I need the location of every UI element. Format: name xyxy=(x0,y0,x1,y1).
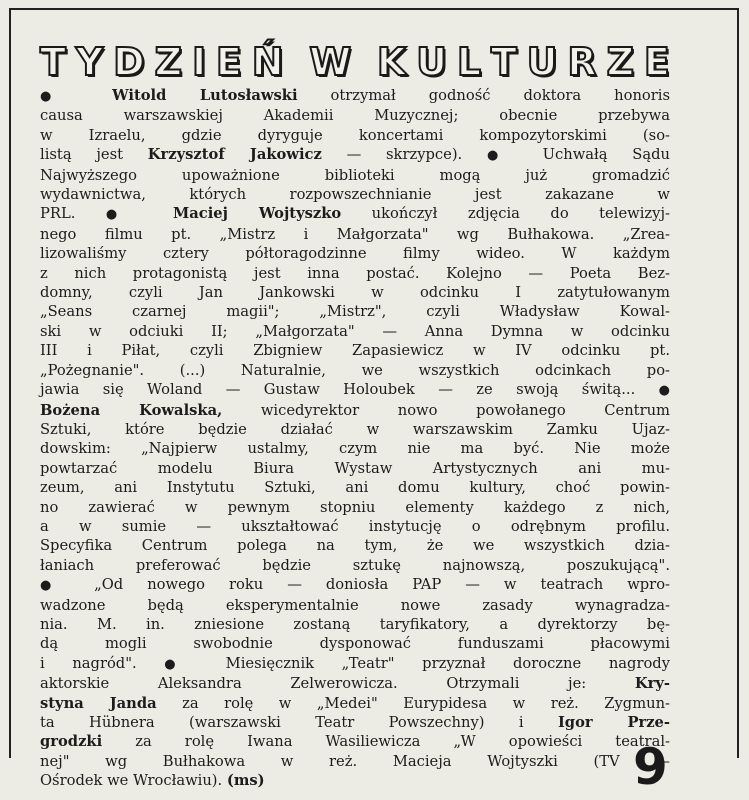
title-letter: D xyxy=(113,40,145,84)
article-line xyxy=(40,302,670,321)
article-line xyxy=(40,575,670,595)
text-run: listą jest xyxy=(40,146,148,164)
text-run: „Pożegnanie". (...) Naturalnie, we wszystkich odcinkach po- xyxy=(40,361,670,379)
text-run: PRL. xyxy=(40,205,106,223)
bold-name: (ms) xyxy=(226,772,265,790)
text-run: i nagród". xyxy=(40,654,165,672)
text-run: dowskim: „Najpierw ustalmy, czym nie ma być. Nie może xyxy=(40,440,670,458)
article-line xyxy=(40,478,670,497)
text-run: III i Piłat, czyli Zbigniew Zapasiewicz w IV odcinku pt. xyxy=(40,342,670,360)
article-line xyxy=(40,556,670,575)
text-run: — skrzypce). xyxy=(321,146,487,164)
article-line xyxy=(40,674,670,693)
text-run: Ośrodek we Wrocławiu). xyxy=(40,772,227,790)
section-title xyxy=(40,42,670,82)
title-letter: E xyxy=(643,40,670,84)
title-letter: I xyxy=(191,40,207,84)
bold-name: Kry- xyxy=(634,675,670,693)
article-line xyxy=(40,771,670,790)
title-letter: Z xyxy=(606,40,635,84)
bullet-icon: ● xyxy=(486,148,543,164)
title-letter: U xyxy=(416,40,447,84)
text-run: ski w odciuki II; „Małgorzata" — Anna Dymna w odcinku xyxy=(40,322,670,340)
text-run: Sztuki, które będzie działać w warszawskim Zamku Ujaz- xyxy=(40,420,670,438)
text-run: za rolę Iwana Wasiliewicza „W opowieści teatral- xyxy=(102,733,670,751)
article-line xyxy=(40,713,670,732)
article-line xyxy=(40,615,670,634)
text-run: „Od nowego roku — doniosła PAP — w teatrach wpro- xyxy=(94,576,670,594)
article-line xyxy=(40,264,670,283)
article-line xyxy=(40,536,670,555)
bullet-icon: ● xyxy=(40,578,95,594)
article-line xyxy=(40,634,670,653)
text-run: Uchwałą Sądu xyxy=(542,146,670,164)
article-line xyxy=(40,459,670,478)
article-line xyxy=(40,420,670,439)
article-line xyxy=(40,517,670,536)
text-run: lizowaliśmy cztery półtoragodzinne filmy wideo. W każdym xyxy=(40,245,670,263)
title-letter: W xyxy=(309,40,352,84)
article-line xyxy=(40,185,670,204)
text-run: dą mogli swobodnie dysponować funduszami płacowymi xyxy=(40,635,670,653)
article-line xyxy=(40,401,670,420)
bold-name: grodzki xyxy=(40,733,103,751)
article-line xyxy=(40,166,670,185)
article-line xyxy=(40,322,670,341)
bold-name: Krzysztof Jakowicz xyxy=(147,146,322,164)
article-line xyxy=(40,86,670,106)
text-run: Specyfika Centrum polega na tym, że we wszystkich dzia- xyxy=(40,537,670,555)
bullet-icon: ● xyxy=(40,89,113,104)
text-run: a w sumie — ukształtować instytucję o odrębnym profilu. xyxy=(40,517,670,535)
article-line xyxy=(40,654,670,674)
bold-name: styna Janda xyxy=(40,694,157,712)
title-letter: R xyxy=(567,40,597,84)
article-line xyxy=(40,596,670,615)
title-letter: T xyxy=(40,40,66,84)
bold-name: Igor Prze- xyxy=(557,714,671,731)
text-run: domny, czyli Jan Jankowski w odcinku I zatytułowanym xyxy=(40,284,670,302)
text-run: nej" wg Bułhakowa w reż. Macieja Wojtyszki (TV — xyxy=(40,752,670,770)
text-run: łaniach preferować będzie sztukę najnowszą, poszukującą". xyxy=(40,556,670,574)
text-run: Miesięcznik „Teatr" przyznał doroczne nagrody xyxy=(225,654,671,672)
title-letter: Z xyxy=(154,40,183,84)
bullet-icon: ● xyxy=(105,207,173,223)
article-line xyxy=(40,283,670,302)
bullet-icon: ● xyxy=(658,383,670,399)
text-run: otrzymał godność doktora honoris xyxy=(297,87,670,104)
title-letter: Y xyxy=(75,40,104,84)
article-line xyxy=(40,439,670,458)
bold-name: Maciej Wojtyszko xyxy=(172,205,342,223)
text-run: jawia się Woland — Gustaw Holoubek — ze swoją świtą... xyxy=(40,381,659,399)
article-line xyxy=(40,145,670,165)
article-line xyxy=(40,380,670,400)
article-line xyxy=(40,361,670,380)
text-run: z nich protagonistą jest inna postać. Kolejno — Poeta Bez- xyxy=(40,264,670,282)
text-run: ta Hübnera (warszawski Teatr Powszechny) i xyxy=(40,714,558,731)
article-line xyxy=(40,732,670,751)
text-run: wicedyrektor nowo powołanego Centrum xyxy=(222,401,670,419)
article-line xyxy=(40,752,670,771)
text-run: nego filmu pt. „Mistrz i Małgorzata" wg Bułhakowa. „Zrea- xyxy=(40,225,670,243)
article-line xyxy=(40,225,670,244)
title-letter: U xyxy=(526,40,558,84)
bullet-icon: ● xyxy=(164,656,226,672)
text-run: w Izraelu, gdzie dyryguje koncertami kompozytorskimi (so- xyxy=(40,126,670,144)
text-run: za rolę w „Medei" Eurypidesa w reż. Zygmun- xyxy=(156,694,671,712)
article-line xyxy=(40,106,670,125)
bold-name: Bożena Kowalska, xyxy=(40,401,223,419)
text-run: aktorskie Aleksandra Zelwerowicza. Otrzymali je: xyxy=(40,675,635,693)
title-letter: L xyxy=(456,40,482,84)
text-run: ukończył zdjęcia do telewizyj- xyxy=(341,205,670,223)
title-letter: K xyxy=(376,40,407,84)
page-number: 9 xyxy=(633,738,668,796)
text-run: „Seans czarnej magii"; „Mistrz", czyli Władysław Kowal- xyxy=(40,303,670,321)
text-run: Najwyższego upoważnione biblioteki mogą już gromadzić xyxy=(40,166,670,184)
text-run: powtarzać modelu Biura Wystaw Artystycznych ani mu- xyxy=(40,459,670,477)
title-letter: E xyxy=(215,40,242,84)
text-run: causa warszawskiej Akademii Muzycznej; obecnie przebywa xyxy=(40,107,670,125)
text-run: wydawnictwa, których rozpowszechnianie jest zakazane w xyxy=(40,186,670,204)
article-line xyxy=(40,204,670,224)
article-line xyxy=(40,694,670,713)
title-letter: Ń xyxy=(251,40,284,84)
article-line xyxy=(40,498,670,517)
text-run: nia. M. in. zniesione zostaną taryfikatory, a dyrektorzy bę- xyxy=(40,615,670,633)
article-body xyxy=(40,86,671,796)
text-run: no zawierać w pewnym stopniu elementy każdego z nich, xyxy=(40,498,670,516)
article-line xyxy=(40,244,670,263)
text-run: wadzone będą eksperymentalnie nowe zasady wynagradza- xyxy=(40,596,670,614)
article-line xyxy=(40,126,670,145)
title-letter: T xyxy=(490,40,517,84)
text-run: zeum, ani Instytutu Sztuki, ani domu kultury, choć powin- xyxy=(40,479,670,497)
bold-name: Witold Lutosławski xyxy=(112,87,298,104)
article-line xyxy=(40,341,670,360)
